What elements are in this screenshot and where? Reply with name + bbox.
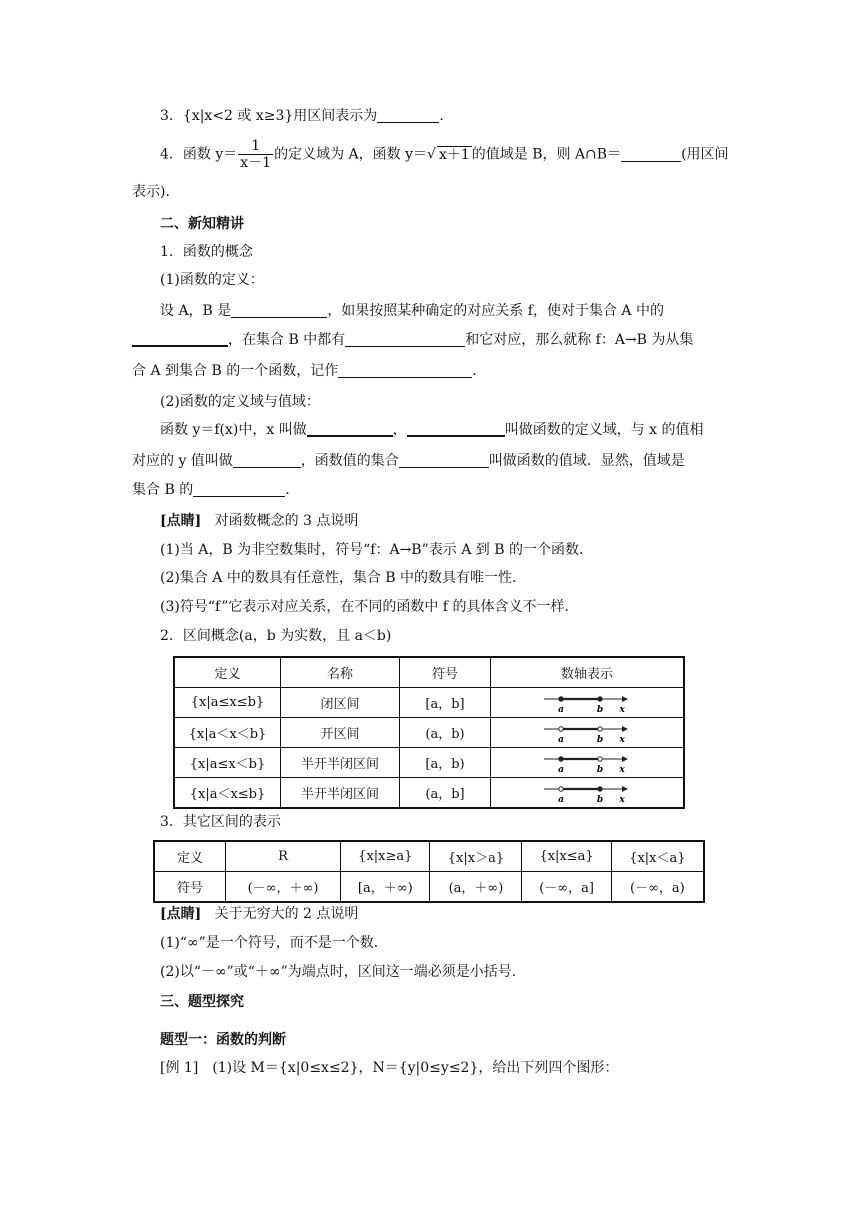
left-endpoint <box>559 726 563 730</box>
number-line-cell <box>491 688 685 718</box>
table-cell: (a，b) <box>400 718 491 748</box>
note-item: (1)当 A，B 为非空数集时，符号“f：A→B”表示 A 到 B 的一个函数． <box>160 542 593 558</box>
answer-blank[interactable] <box>132 331 228 347</box>
number-line-diagram <box>542 752 632 774</box>
axis-label-b: b <box>596 704 604 714</box>
note-tag: [点睛] <box>160 513 202 529</box>
left-endpoint <box>559 696 563 700</box>
section-heading: 三、题型探究 <box>160 994 244 1010</box>
table-header: 定义 <box>174 657 281 688</box>
question-4-continued: 表示). <box>132 184 170 200</box>
answer-blank[interactable] <box>307 421 393 437</box>
table-row <box>174 718 684 748</box>
table-header-row <box>174 657 684 688</box>
axis-arrow-icon <box>622 696 628 702</box>
table-row <box>174 748 684 778</box>
note-item: (3)符号“f”它表示对应关系，在不同的函数中 f 的具体含义不一样． <box>160 599 579 615</box>
left-endpoint <box>559 756 563 760</box>
number-line-cell <box>491 718 685 748</box>
table-cell: {x|x＜a} <box>611 841 704 872</box>
number-line-cell <box>491 748 685 778</box>
note-item: (2)以“－∞”或“＋∞”为端点时，区间这一端必须是小括号． <box>160 964 526 980</box>
table-cell: (－∞，a] <box>522 872 611 903</box>
table-header: 符号 <box>400 657 491 688</box>
table-cell: [a，b] <box>400 688 491 718</box>
number-line-diagram <box>542 782 632 804</box>
table-cell: [a，＋∞) <box>341 872 430 903</box>
table-cell: 半开半闭区间 <box>281 748 400 778</box>
axis-label-b: b <box>596 794 604 804</box>
subsection-title: 3．其它区间的表示 <box>160 814 281 830</box>
table-cell: 符号 <box>154 872 226 903</box>
table-cell: {x|x≤a} <box>522 841 611 872</box>
table-row <box>174 778 684 809</box>
left-endpoint <box>559 786 563 790</box>
right-endpoint <box>598 726 602 730</box>
domain-line: 函数 y＝f(x)中，x 叫做 ， 叫做函数的定义域，与 x 的值相 <box>160 422 704 438</box>
axis-label-x: x <box>619 704 625 714</box>
axis-label-x: x <box>619 764 625 774</box>
fraction: $\frac{1}{x-1}$ <box>240 138 272 171</box>
answer-blank[interactable] <box>338 363 472 378</box>
subsection-title: 1．函数的概念 <box>160 244 253 260</box>
note-item: (2)集合 A 中的数具有任意性，集合 B 中的数具有唯一性． <box>160 570 527 586</box>
table-cell: 定义 <box>154 841 226 872</box>
table-cell: {x|a≤x≤b} <box>174 688 281 718</box>
answer-blank[interactable] <box>407 421 505 437</box>
example-text: [例 1] (1)设 M＝{x|0≤x≤2}，N＝{y|0≤y≤2}，给出下列四个图形： <box>160 1060 619 1076</box>
table-header: 数轴表示 <box>491 657 685 688</box>
answer-blank[interactable] <box>377 108 439 123</box>
table-cell: (a，＋∞) <box>430 872 522 903</box>
axis-label-x: x <box>619 794 625 804</box>
answer-blank[interactable] <box>231 303 327 318</box>
table-cell: {x|a＜x≤b} <box>174 778 281 809</box>
interval-table <box>173 656 685 809</box>
type-heading: 题型一：函数的判断 <box>160 1032 286 1048</box>
axis-label-b: b <box>596 764 604 774</box>
section-heading: 二、新知精讲 <box>160 216 244 232</box>
answer-blank[interactable] <box>233 453 301 468</box>
definition-line: 设 A，B 是 ，如果按照某种确定的对应关系 f，使对于集合 A 中的 <box>160 303 664 319</box>
axis-label-a: a <box>558 764 564 774</box>
domain-line: 集合 B 的 . <box>132 482 290 498</box>
table-cell: 闭区间 <box>281 688 400 718</box>
table-cell: (－∞，＋∞) <box>226 872 341 903</box>
note-heading: [点睛] 关于无穷大的 2 点说明 <box>160 906 359 922</box>
answer-blank[interactable] <box>345 332 465 347</box>
question-3: 3．{x|x<2 或 x≥3}用区间表示为 . <box>160 108 444 124</box>
square-root: x＋1 <box>438 146 470 163</box>
answer-blank[interactable] <box>399 453 489 468</box>
axis-label-b: b <box>596 734 604 744</box>
axis-label-x: x <box>619 734 625 744</box>
answer-blank[interactable] <box>193 482 285 497</box>
axis-arrow-icon <box>622 786 628 792</box>
number-line-cell <box>491 778 685 809</box>
table-cell: (－∞，a) <box>611 872 704 903</box>
table-cell: {x|x＞a} <box>430 841 522 872</box>
table-row <box>174 688 684 718</box>
number-line-diagram <box>542 722 632 744</box>
table-cell: {x|x≥a} <box>341 841 430 872</box>
note-item: (1)“∞”是一个符号，而不是一个数． <box>160 935 388 951</box>
answer-blank[interactable] <box>621 147 681 162</box>
table-cell: 半开半闭区间 <box>281 778 400 809</box>
subsection-sub: (2)函数的定义域与值域： <box>160 394 320 410</box>
question-3-text: 3．{x|x<2 或 x≥3}用区间表示为 <box>160 108 378 124</box>
right-endpoint <box>598 696 602 700</box>
table-cell: R <box>226 841 341 872</box>
axis-arrow-icon <box>622 726 628 732</box>
note-heading: [点睛] 对函数概念的 3 点说明 <box>160 513 359 529</box>
axis-label-a: a <box>558 734 564 744</box>
axis-label-a: a <box>558 794 564 804</box>
table-header: 名称 <box>281 657 400 688</box>
right-endpoint <box>598 756 602 760</box>
table-cell: {x|a＜x＜b} <box>174 718 281 748</box>
table-row <box>154 841 704 872</box>
axis-arrow-icon <box>622 756 628 762</box>
subsection-title: 2．区间概念(a，b 为实数，且 a＜b) <box>160 628 392 644</box>
question-4: 4．函数 y＝ $\frac{1}{x-1}$ 的定义域为 A，函数 y＝√ x＋1 的值域是 B，则 A∩B＝ (用区间 <box>160 138 729 171</box>
definition-line: 合 A 到集合 B 的一个函数，记作 . <box>132 363 477 379</box>
axis-label-a: a <box>558 704 564 714</box>
table-cell: {x|a≤x＜b} <box>174 748 281 778</box>
note-tag: [点睛] <box>160 906 202 922</box>
table-cell: (a，b] <box>400 778 491 809</box>
table-cell: 开区间 <box>281 718 400 748</box>
table-row <box>154 872 704 903</box>
table-cell: [a，b) <box>400 748 491 778</box>
other-interval-table <box>153 840 705 903</box>
right-endpoint <box>598 786 602 790</box>
number-line-diagram <box>542 692 632 714</box>
subsection-sub: (1)函数的定义： <box>160 272 264 288</box>
definition-line: ，在集合 B 中都有 和它对应，那么就称 f：A→B 为从集 <box>132 330 693 350</box>
domain-line: 对应的 y 值叫做 ，函数值的集合 叫做函数的值域．显然，值域是 <box>132 453 685 469</box>
